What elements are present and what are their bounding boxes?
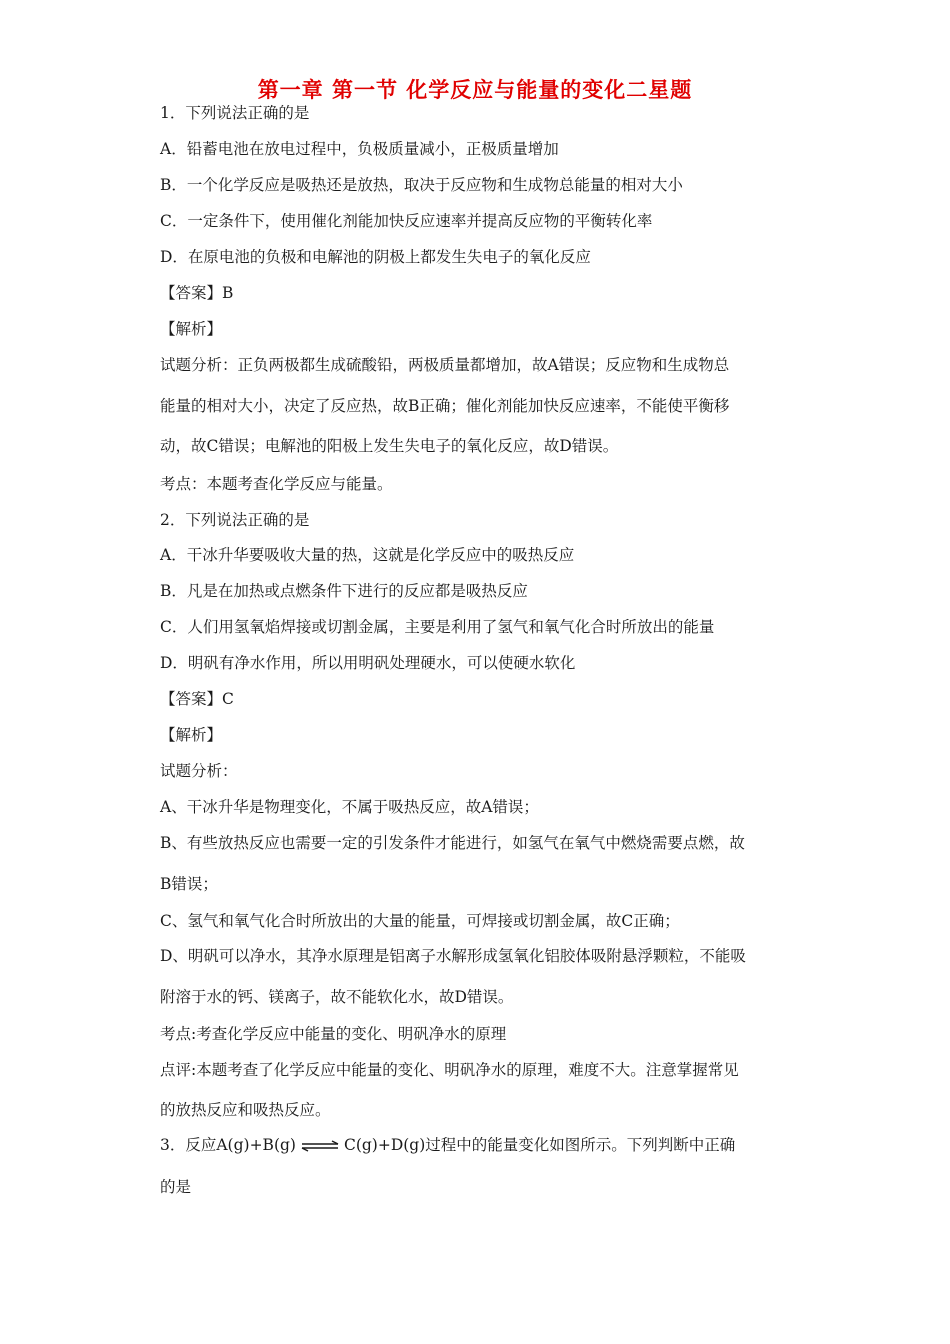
q1-option-b: B．一个化学反应是吸热还是放热，取决于反应物和生成物总能量的相对大小 — [160, 176, 683, 194]
q3-stem-line-2: 的是 — [160, 1178, 192, 1196]
q2-comment-line: 的放热反应和吸热反应。 — [160, 1101, 331, 1119]
q2-analysis-head: 试题分析： — [160, 762, 238, 780]
equilibrium-arrow-icon — [300, 1140, 340, 1152]
q2-option-b: B．凡是在加热或点燃条件下进行的反应都是吸热反应 — [160, 582, 528, 600]
q2-comment-line: 点评:本题考查了化学反应中能量的变化、明矾净水的原理，难度不大。注意掌握常见 — [160, 1061, 739, 1079]
q2-analysis-line: C、氢气和氧气化合时所放出的大量的能量，可焊接或切割金属，故C正确； — [160, 912, 680, 930]
q1-analysis-line: 动，故C错误；电解池的阳极上发生失电子的氧化反应，故D错误。 — [160, 437, 619, 455]
q2-analysis-line: D、明矾可以净水，其净水原理是铝离子水解形成氢氧化铝胶体吸附悬浮颗粒，不能吸 — [160, 947, 746, 965]
q1-stem: 1．下列说法正确的是 — [160, 104, 310, 122]
q1-point: 考点：本题考查化学反应与能量。 — [160, 475, 393, 493]
q2-analysis-line: A、干冰升华是物理变化，不属于吸热反应，故A错误； — [160, 798, 539, 816]
q2-analysis-line: B、有些放热反应也需要一定的引发条件才能进行，如氢气在氧气中燃烧需要点燃，故 — [160, 834, 745, 852]
q2-option-c: C．人们用氢氧焰焊接或切割金属，主要是利用了氢气和氧气化合时所放出的能量 — [160, 618, 715, 636]
q2-analysis-line: 附溶于水的钙、镁离子，故不能软化水，故D错误。 — [160, 988, 514, 1006]
q2-answer: 【答案】C — [160, 690, 234, 708]
q1-option-d: D．在原电池的负极和电解池的阴极上都发生失电子的氧化反应 — [160, 248, 591, 266]
q1-option-c: C．一定条件下，使用催化剂能加快反应速率并提高反应物的平衡转化率 — [160, 212, 653, 230]
q2-option-d: D．明矾有净水作用，所以用明矾处理硬水，可以使硬水软化 — [160, 654, 576, 672]
q3-stem-pre: 3．反应A(g)+B(g) — [160, 1136, 296, 1154]
q1-analysis-line: 试题分析：正负两极都生成硫酸铅，两极质量都增加，故A错误；反应物和生成物总 — [160, 356, 730, 374]
q3-stem-post: C(g)+D(g)过程中的能量变化如图所示。下列判断中正确 — [343, 1136, 736, 1154]
q1-answer: 【答案】B — [160, 284, 234, 302]
page-title: 第一章 第一节 化学反应与能量的变化二星题 — [257, 78, 693, 102]
q1-option-a: A．铅蓄电池在放电过程中，负极质量减小，正极质量增加 — [160, 140, 559, 158]
q2-analysis-line: B错误； — [160, 875, 218, 893]
q2-point: 考点:考查化学反应中能量的变化、明矾净水的原理 — [160, 1025, 507, 1043]
q2-option-a: A．干冰升华要吸收大量的热，这就是化学反应中的吸热反应 — [160, 546, 575, 564]
q1-analysis-label: 【解析】 — [160, 320, 223, 338]
q2-analysis-label: 【解析】 — [160, 726, 223, 744]
q3-stem — [160, 1135, 735, 1155]
q2-stem: 2．下列说法正确的是 — [160, 511, 310, 529]
q1-analysis-line: 能量的相对大小，决定了反应热，故B正确；催化剂能加快反应速率，不能使平衡移 — [160, 397, 730, 415]
